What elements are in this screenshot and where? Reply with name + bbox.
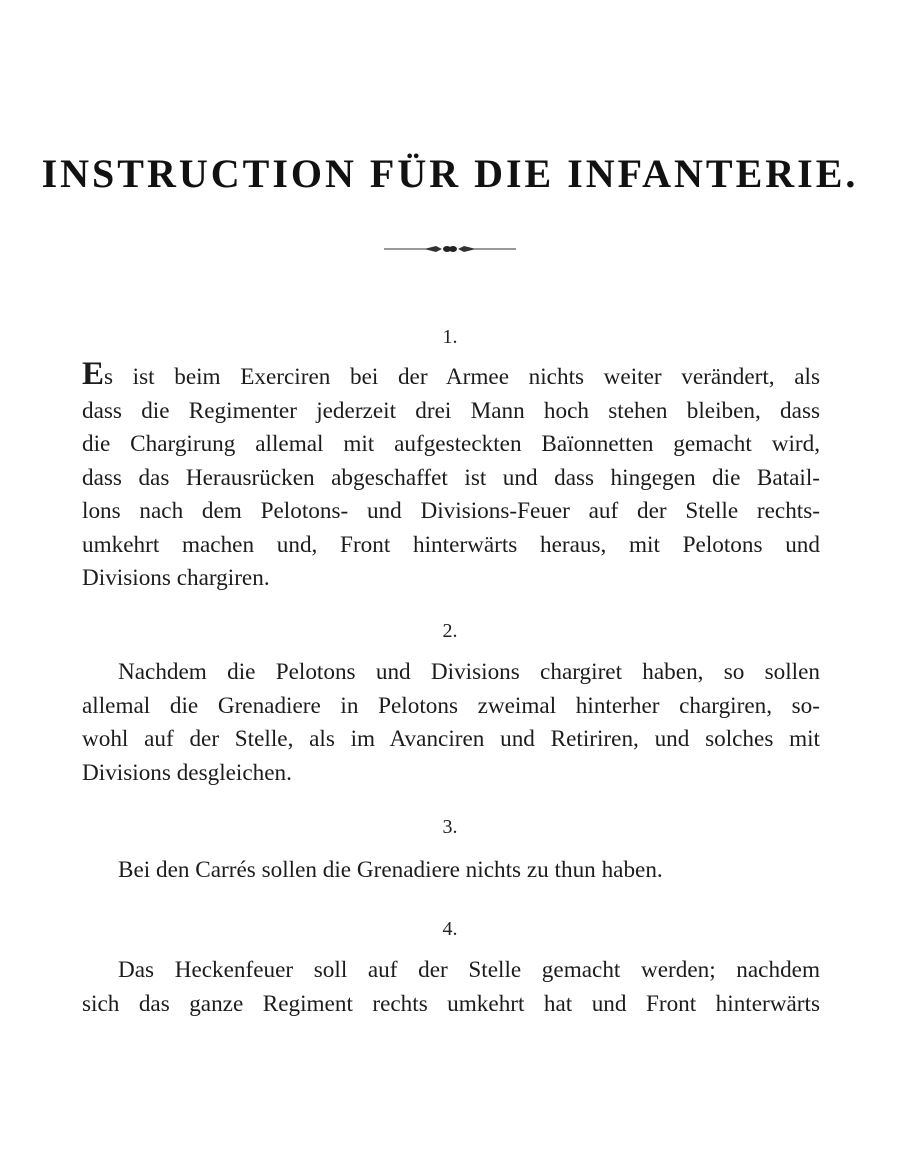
paragraph-line: dass das Herausrücken abgeschaffet ist und dass hingegen die Batail- [82, 464, 820, 491]
paragraph-line: die Chargirung allemal mit aufgesteckten Baïonnetten gemacht wird, [82, 431, 820, 457]
paragraph-line: allemal die Grenadiere in Pelotons zweimal hinterher chargiren, so- [82, 692, 820, 719]
paragraph-line: umkehrt machen und, Front hinterwärts heraus, mit Pelotons und [82, 531, 820, 558]
section-number-4: 4. [442, 918, 458, 940]
section-paragraph-2 [82, 656, 820, 790]
section-paragraph-4 [82, 954, 820, 1021]
ornament-divider-icon [384, 240, 516, 258]
section-number-3: 3. [442, 816, 458, 838]
paragraph-line: Es ist beim Exerciren bei der Armee nichts weiter verändert, als [82, 356, 820, 392]
paragraph-line: Das Heckenfeuer soll auf der Stelle gemacht werden; nachdem [118, 957, 820, 983]
paragraph-line: wohl auf der Stelle, als im Avanciren und Retiriren, und solches mit [82, 726, 820, 752]
page-title: INSTRUCTION FÜR DIE INFANTERIE. [41, 151, 859, 196]
paragraph-line: Nachdem die Pelotons und Divisions chargiret haben, so sollen [118, 659, 820, 685]
paragraph-line: Bei den Carrés sollen die Grenadiere nichts zu thun haben. [118, 857, 663, 883]
paragraph-line: sich das ganze Regiment rechts umkehrt hat und Front hinterwärts [82, 990, 820, 1017]
drop-cap: E [82, 356, 105, 392]
paragraph-line: Divisions chargiren. [82, 565, 270, 591]
paragraph-line: dass die Regimenter jederzeit drei Mann hoch stehen bleiben, dass [82, 397, 820, 424]
section-number-2: 2. [442, 620, 458, 642]
section-paragraph-1 [82, 358, 820, 596]
paragraph-line: lons nach dem Pelotons- und Divisions-Feuer auf der Stelle rechts- [82, 498, 820, 524]
section-paragraph-3 [82, 854, 820, 888]
paragraph-line: Divisions desgleichen. [82, 759, 292, 786]
section-number-1: 1. [442, 326, 458, 348]
